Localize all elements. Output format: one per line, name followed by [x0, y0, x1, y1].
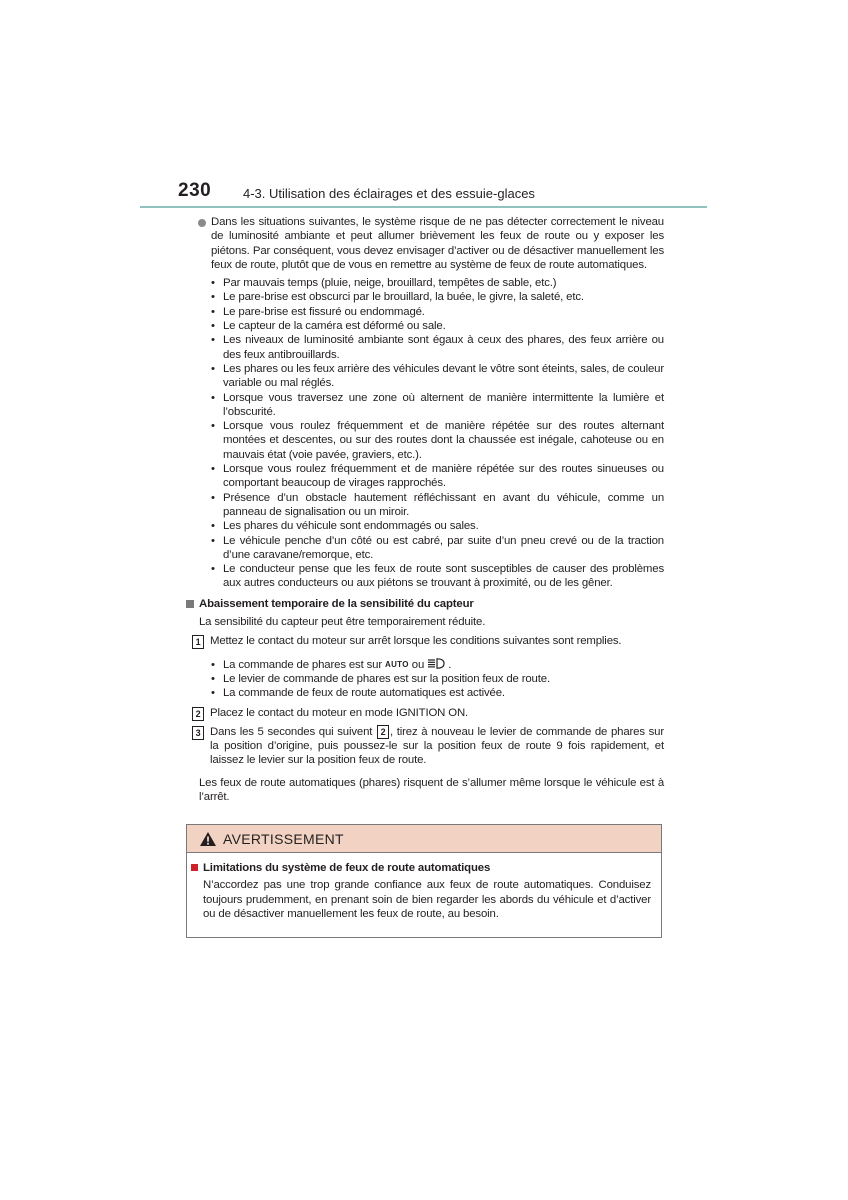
warning-subtitle: Limitations du système de feux de route automatiques — [203, 862, 491, 874]
warning-text: N’accordez pas une trop grande confiance aux feux de route automatiques. Conduisez toujours prudemment, en prenant soin de bien regarder les abords du véhicule et d’activer ou de désactiver manuellement les feux de route, au besoin. — [203, 879, 651, 920]
square-bullet-icon — [186, 600, 194, 608]
warning-subheading — [191, 861, 651, 875]
situations-list — [186, 276, 664, 591]
step-reference-icon: 2 — [377, 725, 389, 739]
list-item: • Lorsque vous roulez fréquemment et de manière répétée sur des routes sinueuses ou comportant beaucoup de virages rapprochés. — [223, 462, 664, 491]
condition-text: La commande de phares est sur — [223, 658, 383, 671]
bullet-dot-icon — [198, 219, 206, 227]
list-item: • Les niveaux de luminosité ambiante sont égaux à ceux des phares, des feux arrière ou des feux antibrouillards. — [223, 333, 664, 362]
step-text: Mettez le contact du moteur sur arrêt lorsque les conditions suivantes sont remplies. — [210, 635, 622, 648]
sensitivity-intro: La sensibilité du capteur peut être temporairement réduite. — [199, 616, 486, 629]
list-item: • Le véhicule penche d’un côté ou est cabré, par suite d’un pneu crevé ou de la traction d’une caravane/remorque, etc. — [223, 534, 664, 563]
list-item: • Présence d’un obstacle hautement réfléchissant en avant du véhicule, comme un panneau de signalisation ou un miroir. — [223, 491, 664, 520]
warning-title: AVERTISSEMENT — [223, 830, 344, 847]
warning-box — [186, 824, 662, 938]
step-text: Placez le contact du moteur en mode IGNITION ON. — [210, 706, 469, 719]
step-text: , tirez à nouveau le levier de commande de phares sur la position d’origine, puis poussez-le sur la position feux de route 9 fois rapidement, et laissez le levier sur la position feux de route. — [210, 725, 664, 767]
list-item: • Lorsque vous traversez une zone où alternent de manière intermittente la lumière et l’obscurité. — [223, 391, 664, 420]
step-1 — [186, 634, 664, 648]
list-item: • Le conducteur pense que les feux de route sont susceptibles de causer des problèmes aux autres conducteurs ou aux piétons se trouvant à proximité, ou de les gêner. — [223, 562, 664, 591]
list-item: • Le capteur de la caméra est déformé ou sale. — [223, 319, 664, 333]
main-content — [186, 215, 664, 804]
list-item: • Par mauvais temps (pluie, neige, brouillard, tempêtes de sable, etc.) — [223, 276, 664, 290]
header-rule — [140, 206, 707, 208]
condition-text: . — [448, 658, 452, 671]
red-square-icon — [191, 864, 198, 871]
list-item: • Les phares ou les feux arrière des véhicules devant le vôtre sont éteints, sales, de couleur variable ou mal réglés. — [223, 362, 664, 391]
condition-text: ou — [411, 658, 425, 671]
warning-triangle-icon — [199, 831, 217, 847]
step-3 — [186, 725, 664, 768]
high-beam-icon — [427, 659, 448, 671]
step-number-icon: 3 — [192, 726, 204, 740]
list-item: • Le levier de commande de phares est sur la position feux de route. — [223, 672, 664, 686]
list-item: • Le pare-brise est fissuré ou endommagé. — [223, 305, 664, 319]
conditions-list — [186, 658, 664, 701]
list-item — [223, 658, 664, 672]
list-item: • Lorsque vous roulez fréquemment et de manière répétée sur des routes alternant montées et descentes, ou sur des routes dont la chaussée est inégale, cahoteuse ou en mauvais état (voie pavée, graviers, etc.). — [223, 419, 664, 462]
page-number: 230 — [178, 180, 212, 201]
step-number-icon: 1 — [192, 635, 204, 649]
sensitivity-note: Les feux de route automatiques (phares) risquent de s’allumer même lorsque le véhicule est à l’arrêt. — [199, 776, 664, 803]
warning-header — [187, 825, 661, 853]
warning-body — [187, 853, 661, 921]
step-number-icon: 2 — [192, 707, 204, 721]
sensitivity-title: Abaissement temporaire de la sensibilité du capteur — [199, 597, 474, 610]
sensitivity-heading — [186, 597, 664, 611]
intro-text: Dans les situations suivantes, le système risque de ne pas détecter correctement le niveau de luminosité ambiante et peut allumer brièvement les feux de route ou y exposer les piétons. Par conséquent, vous devez envisager d’activer ou de désactiver manuellement les feux de route, plutôt que de vous en remettre au système de feux de route automatiques. — [211, 216, 664, 271]
step-2 — [186, 706, 664, 720]
list-item: • Les phares du véhicule sont endommagés ou sales. — [223, 519, 664, 533]
auto-icon: AUTO — [385, 659, 409, 669]
step-text: Dans les 5 secondes qui suivent — [210, 725, 373, 738]
section-title: 4-3. Utilisation des éclairages et des essuie-glaces — [243, 186, 535, 201]
list-item: • La commande de feux de route automatiques est activée. — [223, 686, 664, 700]
intro-paragraph — [186, 215, 664, 272]
list-item: • Le pare-brise est obscurci par le brouillard, la buée, le givre, la saleté, etc. — [223, 290, 664, 304]
